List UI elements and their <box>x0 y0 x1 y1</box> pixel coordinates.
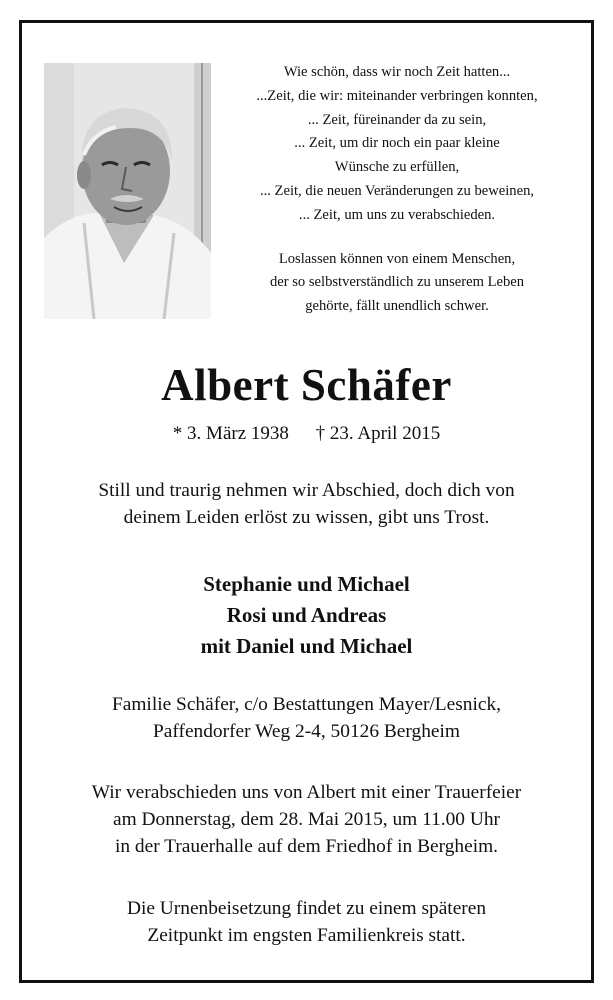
poem-line: ...Zeit, die wir: miteinander verbringen konnten, <box>256 87 538 104</box>
poem-line: ... Zeit, um dir noch ein paar kleine <box>294 135 500 152</box>
address-block <box>22 691 591 745</box>
poem-line: der so selbstverständlich zu unserem Leben <box>269 274 525 291</box>
poem-line: Wünsche zu erfüllen, <box>334 159 460 176</box>
urn-line: Die Urnenbeisetzung findet zu einem späteren <box>126 898 487 919</box>
death-date: † 23. April 2015 <box>315 423 441 444</box>
mourner-line: Stephanie und Michael <box>203 572 410 596</box>
poem-line: Wie schön, dass wir noch Zeit hatten... <box>283 64 511 80</box>
ceremony-line: am Donnerstag, dem 28. Mai 2015, um 11.00 Uhr <box>112 809 501 830</box>
deceased-name: Albert Schäfer <box>161 360 452 410</box>
obituary-frame <box>19 20 594 983</box>
birth-date: * 3. März 1938 <box>172 423 289 444</box>
life-dates <box>22 423 591 445</box>
urn-line: Zeitpunkt im engsten Familienkreis statt. <box>147 925 466 946</box>
ceremony-line: in der Trauerhalle auf dem Friedhof in Bergheim. <box>114 836 499 857</box>
ceremony-info <box>22 779 591 860</box>
poem-line: Loslassen können von einem Menschen, <box>278 250 516 267</box>
poem-line: gehörte, fällt unendlich schwer. <box>305 298 489 315</box>
poem <box>212 61 582 319</box>
portrait-image <box>44 63 211 319</box>
mourner-line: mit Daniel und Michael <box>200 634 413 658</box>
poem-line: ... Zeit, um uns zu verabschieden. <box>298 206 496 223</box>
address-line: Paffendorfer Weg 2-4, 50126 Bergheim <box>152 721 460 742</box>
farewell-text <box>22 477 591 531</box>
ceremony-line: Wir verabschieden uns von Albert mit einer Trauerfeier <box>91 782 522 803</box>
farewell-line: deinem Leiden erlöst zu wissen, gibt uns Trost. <box>123 507 490 528</box>
mourners <box>22 569 591 662</box>
poem-spacer <box>212 228 582 248</box>
address-line: Familie Schäfer, c/o Bestattungen Mayer/Lesnick, <box>111 694 502 715</box>
urn-burial-info <box>22 895 591 949</box>
mourner-line: Rosi und Andreas <box>226 603 387 627</box>
poem-line: ... Zeit, die neuen Veränderungen zu beweinen, <box>259 182 535 199</box>
portrait-photo <box>44 63 211 319</box>
poem-line: ... Zeit, füreinander da zu sein, <box>307 111 487 128</box>
farewell-line: Still und traurig nehmen wir Abschied, doch dich von <box>98 480 515 501</box>
